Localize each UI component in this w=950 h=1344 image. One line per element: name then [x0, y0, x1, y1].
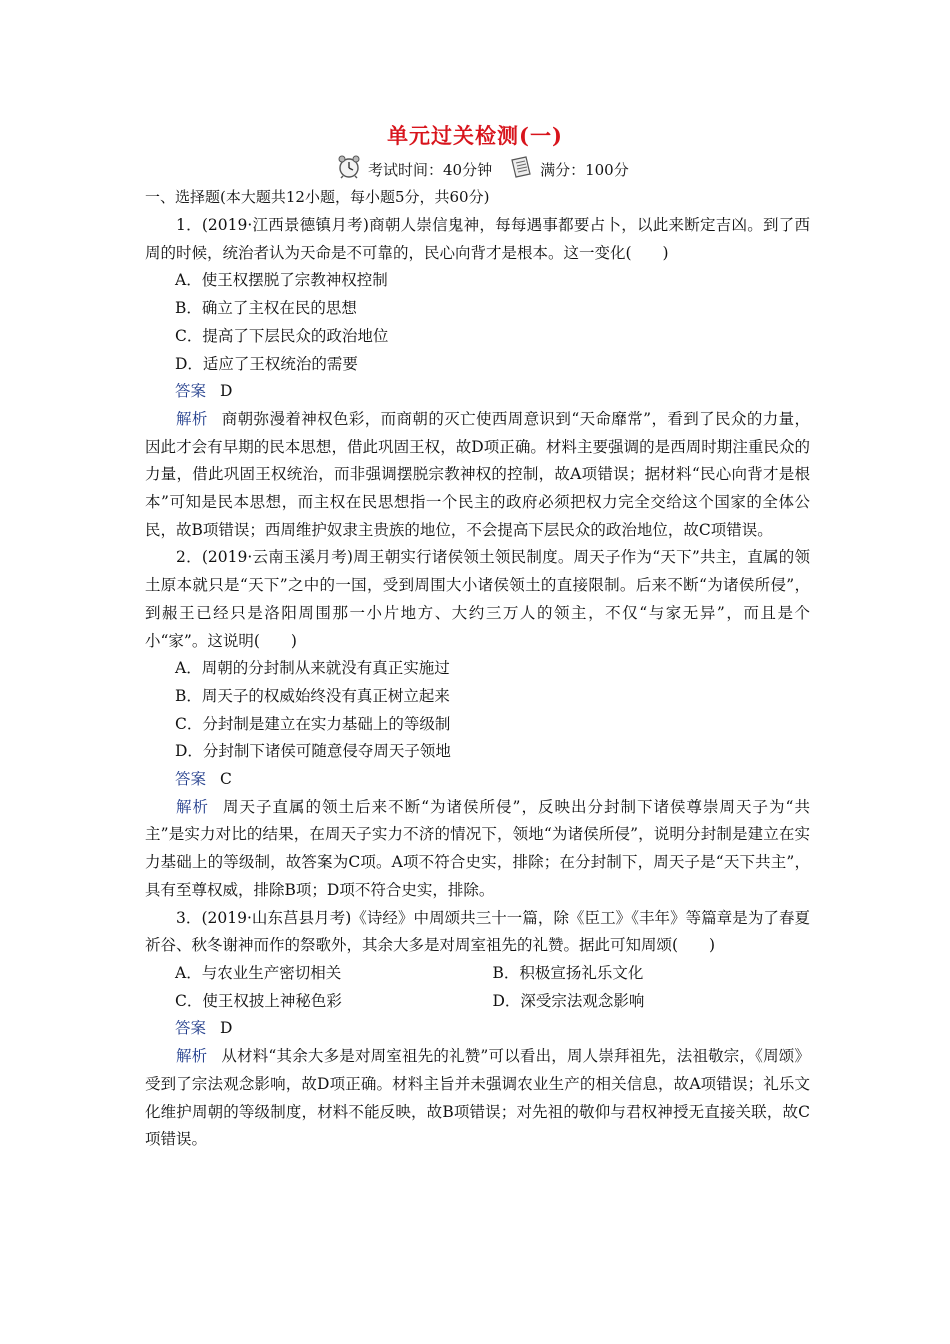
question-stem: 3．(2019·山东莒县月考)《诗经》中周颂共三十一篇，除《臣工》《丰年》等篇章是为了春夏祈谷、秋冬谢神而作的祭歌外，其余大多是对周室祖先的礼赞。据此可知周颂( ): [145, 908, 810, 955]
option-c: C．分封制是建立在实力基础上的等级制: [175, 714, 451, 733]
answer-label: 答案: [175, 770, 207, 789]
full-score: 满分：100分: [540, 160, 629, 179]
exam-meta: [330, 155, 629, 183]
exam-time: 考试时间：40分钟: [368, 160, 493, 179]
analysis-label: 解析: [176, 409, 208, 428]
answer-label: 答案: [175, 1019, 207, 1038]
question-3: [145, 905, 810, 1154]
analysis-label: 解析: [176, 797, 210, 816]
question-stem: 1．(2019·江西景德镇月考)商朝人崇信鬼神，每每遇事都要占卜，以此来断定吉凶。到了西周的时候，统治者认为天命是不可靠的，民心向背才是根本。这一变化( ): [145, 216, 810, 262]
answer-value: D: [220, 382, 233, 401]
option-d: D．适应了王权统治的需要: [175, 354, 358, 373]
answer-line: [145, 766, 810, 794]
analysis-text: 从材料“其余大多是对周室祖先的礼赞”可以看出，周人崇拜祖先，法祖敬宗，《周颂》受到了宗法观念影响，故D项正确。材料主旨并未强调农业生产的相关信息，故A项错误；礼乐文化维护周朝的等级制度，材料不能反映，故B项错误；对先祖的敬仰与君权神授无直接关联，故C项错误。: [145, 1047, 810, 1149]
page-title: 单元过关检测(一): [387, 123, 563, 148]
option-b: B．积极宣扬礼乐文化: [492, 963, 644, 982]
option-d: D．深受宗法观念影响: [492, 991, 645, 1010]
question-stem: 2．(2019·云南玉溪月考)周王朝实行诸侯领土领民制度。周天子作为“天下”共主，直属的领土原本就只是“天下”之中的一国，受到周围大小诸侯领土的直接限制。后来不断“为诸侯所侵”，到赧王已经只是洛阳周围那一小片地方、大约三万人的领主，不仅“与家无异”，而且是个小“家”。这说明( ): [145, 548, 810, 650]
option-a: A．与农业生产密切相关: [175, 963, 342, 982]
option-row: [145, 960, 810, 988]
analysis: [145, 1043, 810, 1154]
analysis-text: 商朝弥漫着神权色彩，而商朝的灭亡使西周意识到“天命靡常”，看到了民众的力量，因此才会有早期的民本思想，借此巩固王权，故D项正确。材料主要强调的是西周时期注重民众的力量，借此巩固王权统治，而非强调摆脱宗教神权的控制，故A项错误；据材料“民心向背才是根本”可知是民本思想，而主权在民思想指一个民主的政府必须把权力完全交给这个国家的全体公民，故B项错误；西周维护奴隶主贵族的地位，不会提高下层民众的政治地位，故C项错误。: [145, 409, 810, 539]
option-b: B．确立了主权在民的思想: [175, 299, 357, 318]
answer-line: [145, 1015, 810, 1043]
question-1: [145, 212, 810, 544]
option-d: D．分封制下诸侯可随意侵夺周天子领地: [175, 742, 451, 761]
answer-value: C: [220, 770, 232, 789]
option-c: C．提高了下层民众的政治地位: [175, 326, 389, 345]
answer-value: D: [220, 1019, 233, 1038]
section-heading: 一、选择题(本大题共12小题，每小题5分，共60分): [145, 188, 490, 206]
option-a: A．使王权摆脱了宗教神权控制: [175, 271, 388, 290]
alarm-clock-icon: [336, 155, 362, 183]
paper-icon: [508, 154, 534, 184]
analysis: [145, 406, 810, 545]
analysis-label: 解析: [176, 1047, 208, 1066]
question-2: [145, 544, 810, 904]
answer-line: [145, 378, 810, 406]
analysis-text: 周天子直属的领土后来不断“为诸侯所侵”，反映出分封制下诸侯尊崇周天子为“共主”是实力对比的结果，在周天子实力不济的情况下，领地“为诸侯所侵”，说明分封制是建立在实力基础上的等级制，故答案为C项。A项不符合史实，排除；在分封制下，周天子是“天下共主”，具有至尊权威，排除B项；D项不符合史实，排除。: [145, 797, 810, 899]
option-c: C．使王权披上神秘色彩: [175, 991, 342, 1010]
option-row: [145, 988, 810, 1016]
option-a: A．周朝的分封制从来就没有真正实施过: [175, 659, 450, 678]
questions-body: [145, 212, 810, 1154]
analysis: [145, 794, 810, 905]
answer-label: 答案: [175, 382, 207, 401]
option-b: B．周天子的权威始终没有真正树立起来: [175, 686, 450, 705]
